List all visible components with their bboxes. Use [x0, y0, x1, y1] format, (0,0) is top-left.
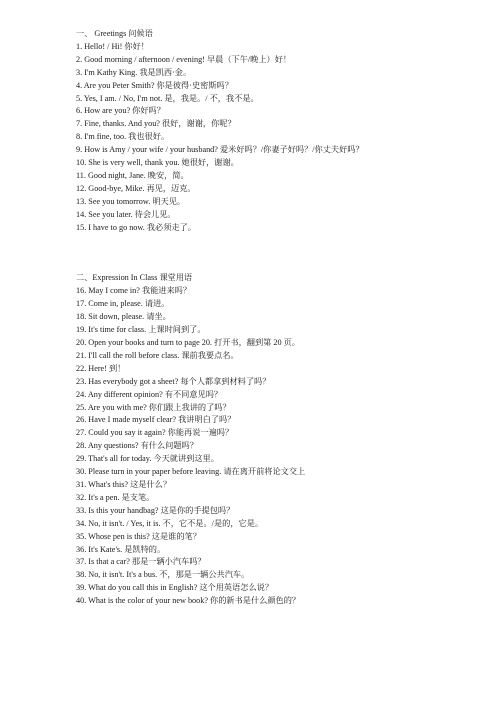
- list-item: 38. No, it isn't. It's a bus. 不，那是一辆公共汽车。: [76, 570, 250, 580]
- list-item: 15. I have to go now. 我必须走了。: [76, 222, 196, 232]
- list-item: 27. Could you say it again? 你能再说一遍吗？: [76, 428, 234, 438]
- list-item: 9. How is Amy / your wife / your husband? 爱米好吗？/你妻子好吗？/你丈夫好吗？: [76, 145, 364, 155]
- list-item: 22. Here! 到！: [76, 363, 126, 373]
- list-item: 31. What's this? 这是什么？: [76, 479, 172, 489]
- list-item: 28. Any questions? 有什么问题吗？: [76, 441, 198, 451]
- list-item: 26. Have I made myself clear? 我讲明白了吗？: [76, 415, 236, 425]
- list-item: 6. How are you? 你好吗？: [76, 106, 165, 116]
- list-item: 14. See you later. 待会儿见。: [76, 209, 176, 219]
- list-item: 33. Is this your handbag? 这是你的手提包吗？: [76, 505, 235, 515]
- list-item: 16. May I come in? 我能进来吗？: [76, 286, 192, 296]
- list-item: 4. Are you Peter Smith? 你是彼得·史密斯吗？: [76, 80, 233, 90]
- list-item: 1. Hello! / Hi! 你好！: [76, 41, 149, 51]
- list-item: 21. I'll call the roll before class. 课前我要点名。: [76, 350, 239, 360]
- list-item: 20. Open your books and turn to page 20. 打开书，翻到第 20 页。: [76, 338, 300, 347]
- list-item: 7. Fine, thanks. And you? 很好，谢谢，你呢？: [76, 119, 236, 129]
- list-item: 5. Yes, I am. / No, I'm not. 是，我是。/ 不，我不是。: [76, 93, 259, 103]
- list-item: 8. I'm fine, too. 我也很好。: [76, 132, 170, 142]
- document-page: [76, 28, 476, 608]
- list-item: 2. Good morning / afternoon / evening! 早晨（下午/晚上）好！: [76, 54, 292, 64]
- list-item: 13. See you tomorrow. 明天见。: [76, 196, 186, 206]
- list-item: 18. Sit down, please. 请坐。: [76, 312, 171, 322]
- list-item: 17. Come in, please. 请进。: [76, 299, 170, 309]
- section-classroom: [76, 272, 476, 608]
- list-item: 25. Are you with me? 你们跟上我讲的了吗？: [76, 402, 231, 412]
- list-item: 11. Good night, Jane. 晚安，简。: [76, 170, 189, 180]
- section-greetings: [76, 28, 476, 234]
- list-item: 36. It's Kate's. 是凯特的。: [76, 544, 166, 554]
- section-spacer: [76, 234, 476, 272]
- list-item: 39. What do you call this in English? 这个用英语怎么说？: [76, 583, 274, 593]
- list-item: 37. Is that a car? 那是一辆小汽车吗？: [76, 557, 206, 567]
- list-item: 29. That's all for today. 今天就讲到这里。: [76, 454, 219, 464]
- list-item: 10. She is very well, thank you. 她很好，谢谢。: [76, 158, 239, 168]
- list-item: 12. Good-bye, Mike. 再见，迈克。: [76, 183, 196, 193]
- section-title-greetings: 一、 Greetings 问候语: [76, 29, 153, 38]
- list-item: 40. What is the color of your new book? 你的新书是什么颜色的？: [76, 596, 301, 606]
- list-item: 34. No, it isn't. / Yes, it is. 不，它不是。/是的，它是。: [76, 518, 264, 528]
- list-item: 3. I'm Kathy King. 我是凯西·金。: [76, 67, 192, 77]
- list-item: 23. Has everybody got a sheet? 每个人都拿到材料了吗？: [76, 376, 271, 386]
- list-item: 19. It's time for class. 上课时间到了。: [76, 325, 206, 335]
- list-item: 24. Any different opinion? 有不同意见吗？: [76, 389, 223, 399]
- list-item: 30. Please turn in your paper before leaving. 请在离开前将论文交上: [76, 467, 306, 477]
- section-title-classroom: 二、Expression In Class 课堂用语: [76, 273, 193, 283]
- list-item: 32. It's a pen. 是支笔。: [76, 492, 155, 502]
- list-item: 35. Whose pen is this? 这是谁的笔？: [76, 531, 201, 541]
